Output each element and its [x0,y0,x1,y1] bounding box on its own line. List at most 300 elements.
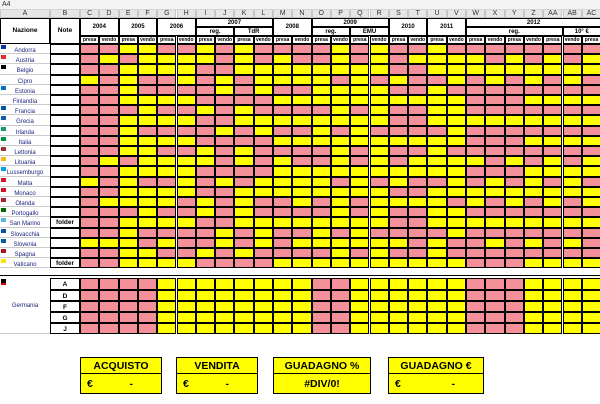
grid-cell[interactable] [427,258,446,268]
grid-cell[interactable] [427,95,446,105]
grid-cell[interactable] [80,136,99,146]
grid-cell[interactable] [215,258,234,268]
grid-cell[interactable] [196,207,215,217]
grid-cell[interactable] [370,248,389,258]
grid-cell[interactable] [80,146,99,156]
grid-cell[interactable] [157,146,176,156]
grid-cell[interactable] [427,75,446,85]
grid-cell[interactable] [254,258,273,268]
grid-cell[interactable] [370,85,389,95]
grid-cell[interactable] [485,258,504,268]
grid-cell[interactable] [466,312,485,323]
grid-cell[interactable] [80,187,99,197]
grid-cell[interactable] [138,105,157,115]
grid-cell[interactable] [350,95,369,105]
grid-cell[interactable] [524,258,543,268]
grid-cell[interactable] [119,166,138,176]
grid-cell[interactable] [119,44,138,54]
grid-cell[interactable] [408,54,427,64]
grid-cell[interactable] [350,290,369,301]
grid-cell[interactable] [524,64,543,74]
grid-cell[interactable] [563,258,582,268]
grid-cell[interactable] [254,207,273,217]
grid-cell[interactable] [99,177,118,187]
grid-cell[interactable] [119,187,138,197]
grid-cell[interactable] [157,95,176,105]
column-header[interactable]: AC [582,9,600,18]
grid-cell[interactable] [157,44,176,54]
grid-cell[interactable] [80,258,99,268]
grid-cell[interactable] [234,217,253,227]
grid-cell[interactable] [196,187,215,197]
grid-cell[interactable] [563,248,582,258]
grid-cell[interactable] [331,207,350,217]
note-cell[interactable] [50,75,80,85]
grid-cell[interactable] [563,217,582,227]
grid-cell[interactable] [350,44,369,54]
grid-cell[interactable] [177,197,196,207]
grid-cell[interactable] [370,290,389,301]
grid-cell[interactable] [427,54,446,64]
grid-cell[interactable] [312,301,331,312]
grid-cell[interactable] [427,64,446,74]
grid-cell[interactable] [466,290,485,301]
grid-cell[interactable] [234,238,253,248]
grid-cell[interactable] [80,126,99,136]
grid-cell[interactable] [505,177,524,187]
column-header[interactable]: J [215,9,234,18]
grid-cell[interactable] [466,248,485,258]
grid-cell[interactable] [427,312,446,323]
grid-cell[interactable] [119,197,138,207]
grid-cell[interactable] [427,126,446,136]
grid-cell[interactable] [138,166,157,176]
grid-cell[interactable] [99,54,118,64]
grid-cell[interactable] [196,301,215,312]
grid-cell[interactable] [234,177,253,187]
grid-cell[interactable] [234,64,253,74]
note-cell[interactable] [50,166,80,176]
grid-cell[interactable] [524,323,543,334]
column-header[interactable]: H [177,9,196,18]
grid-cell[interactable] [370,312,389,323]
grid-cell[interactable] [234,197,253,207]
grid-cell[interactable] [466,166,485,176]
grid-cell[interactable] [524,238,543,248]
grid-cell[interactable] [543,166,562,176]
grid-cell[interactable] [447,156,466,166]
grid-cell[interactable] [157,75,176,85]
grid-cell[interactable] [80,75,99,85]
grid-cell[interactable] [138,312,157,323]
grid-cell[interactable] [389,115,408,125]
grid-cell[interactable] [582,146,600,156]
grid-cell[interactable] [408,248,427,258]
grid-cell[interactable] [543,187,562,197]
grid-cell[interactable] [563,312,582,323]
grid-cell[interactable] [312,166,331,176]
grid-cell[interactable] [157,187,176,197]
mint-mark[interactable]: D [50,290,80,301]
grid-cell[interactable] [466,217,485,227]
grid-cell[interactable] [505,217,524,227]
grid-cell[interactable] [273,238,292,248]
grid-cell[interactable] [350,166,369,176]
grid-cell[interactable] [273,44,292,54]
grid-cell[interactable] [389,197,408,207]
grid-cell[interactable] [292,85,311,95]
column-header[interactable]: G [157,9,176,18]
grid-cell[interactable] [370,278,389,289]
grid-cell[interactable] [215,248,234,258]
note-cell[interactable] [50,85,80,95]
grid-cell[interactable] [196,248,215,258]
grid-cell[interactable] [157,54,176,64]
grid-cell[interactable] [408,126,427,136]
grid-cell[interactable] [543,258,562,268]
grid-cell[interactable] [99,323,118,334]
grid-cell[interactable] [524,197,543,207]
grid-cell[interactable] [99,44,118,54]
column-header[interactable]: U [427,9,446,18]
grid-cell[interactable] [99,136,118,146]
grid-cell[interactable] [254,301,273,312]
grid-cell[interactable] [138,64,157,74]
grid-cell[interactable] [234,278,253,289]
grid-cell[interactable] [350,278,369,289]
grid-cell[interactable] [234,166,253,176]
grid-cell[interactable] [215,301,234,312]
note-cell[interactable] [50,64,80,74]
grid-cell[interactable] [408,207,427,217]
grid-cell[interactable] [505,115,524,125]
grid-cell[interactable] [485,312,504,323]
column-header[interactable]: T [408,9,427,18]
grid-cell[interactable] [331,166,350,176]
grid-cell[interactable] [466,85,485,95]
grid-cell[interactable] [466,75,485,85]
grid-cell[interactable] [582,126,600,136]
grid-cell[interactable] [350,228,369,238]
grid-cell[interactable] [138,238,157,248]
grid-cell[interactable] [427,166,446,176]
grid-cell[interactable] [234,228,253,238]
grid-cell[interactable] [505,290,524,301]
grid-cell[interactable] [254,278,273,289]
grid-cell[interactable] [234,156,253,166]
grid-cell[interactable] [370,115,389,125]
grid-cell[interactable] [447,64,466,74]
grid-cell[interactable] [254,166,273,176]
grid-cell[interactable] [543,197,562,207]
grid-cell[interactable] [408,177,427,187]
grid-cell[interactable] [350,187,369,197]
grid-cell[interactable] [273,166,292,176]
grid-cell[interactable] [524,228,543,238]
grid-cell[interactable] [292,44,311,54]
grid-cell[interactable] [370,177,389,187]
grid-cell[interactable] [563,207,582,217]
grid-cell[interactable] [177,177,196,187]
grid-cell[interactable] [582,75,600,85]
grid-cell[interactable] [524,187,543,197]
grid-cell[interactable] [254,64,273,74]
column-header[interactable]: O [312,9,331,18]
grid-cell[interactable] [254,136,273,146]
grid-cell[interactable] [524,312,543,323]
grid-cell[interactable] [485,177,504,187]
grid-cell[interactable] [466,156,485,166]
grid-cell[interactable] [524,217,543,227]
grid-cell[interactable] [331,105,350,115]
grid-cell[interactable] [563,64,582,74]
grid-cell[interactable] [254,187,273,197]
grid-cell[interactable] [427,323,446,334]
grid-cell[interactable] [582,248,600,258]
grid-cell[interactable] [80,248,99,258]
grid-cell[interactable] [99,290,118,301]
column-header[interactable]: F [138,9,157,18]
grid-cell[interactable] [427,115,446,125]
grid-cell[interactable] [99,197,118,207]
grid-cell[interactable] [273,301,292,312]
grid-cell[interactable] [427,278,446,289]
grid-cell[interactable] [582,207,600,217]
column-header[interactable]: M [273,9,292,18]
grid-cell[interactable] [215,105,234,115]
grid-cell[interactable] [389,75,408,85]
grid-cell[interactable] [292,312,311,323]
column-header[interactable]: I [196,9,215,18]
grid-cell[interactable] [447,228,466,238]
grid-cell[interactable] [447,136,466,146]
grid-cell[interactable] [389,126,408,136]
grid-cell[interactable] [215,44,234,54]
note-cell[interactable] [50,136,80,146]
grid-cell[interactable] [389,156,408,166]
grid-cell[interactable] [582,105,600,115]
grid-cell[interactable] [331,323,350,334]
grid-cell[interactable] [292,177,311,187]
grid-cell[interactable] [138,301,157,312]
grid-cell[interactable] [350,197,369,207]
grid-cell[interactable] [273,248,292,258]
grid-cell[interactable] [157,85,176,95]
grid-cell[interactable] [524,207,543,217]
grid-cell[interactable] [119,136,138,146]
grid-cell[interactable] [466,146,485,156]
grid-cell[interactable] [447,75,466,85]
formula-bar[interactable] [0,0,600,10]
grid-cell[interactable] [370,301,389,312]
grid-cell[interactable] [234,44,253,54]
grid-cell[interactable] [99,228,118,238]
grid-cell[interactable] [427,85,446,95]
grid-cell[interactable] [99,278,118,289]
grid-cell[interactable] [254,85,273,95]
grid-cell[interactable] [485,136,504,146]
grid-cell[interactable] [99,115,118,125]
grid-cell[interactable] [138,44,157,54]
grid-cell[interactable] [524,278,543,289]
grid-cell[interactable] [215,207,234,217]
grid-cell[interactable] [196,166,215,176]
grid-cell[interactable] [80,177,99,187]
grid-cell[interactable] [215,115,234,125]
grid-cell[interactable] [157,217,176,227]
grid-cell[interactable] [427,44,446,54]
grid-cell[interactable] [138,258,157,268]
grid-cell[interactable] [196,64,215,74]
grid-cell[interactable] [505,64,524,74]
grid-cell[interactable] [582,85,600,95]
grid-cell[interactable] [254,115,273,125]
grid-cell[interactable] [312,197,331,207]
grid-cell[interactable] [582,54,600,64]
note-cell[interactable] [50,126,80,136]
grid-cell[interactable] [505,75,524,85]
grid-cell[interactable] [196,136,215,146]
grid-cell[interactable] [543,290,562,301]
grid-cell[interactable] [543,105,562,115]
grid-cell[interactable] [312,85,331,95]
grid-cell[interactable] [408,44,427,54]
grid-cell[interactable] [331,312,350,323]
grid-cell[interactable] [99,312,118,323]
grid-cell[interactable] [157,115,176,125]
grid-cell[interactable] [505,278,524,289]
grid-cell[interactable] [99,301,118,312]
grid-cell[interactable] [177,207,196,217]
grid-cell[interactable] [389,290,408,301]
grid-cell[interactable] [485,207,504,217]
grid-cell[interactable] [157,301,176,312]
grid-cell[interactable] [524,85,543,95]
column-header[interactable]: Q [350,9,369,18]
grid-cell[interactable] [408,156,427,166]
grid-cell[interactable] [543,238,562,248]
grid-cell[interactable] [177,301,196,312]
grid-cell[interactable] [99,95,118,105]
grid-cell[interactable] [119,54,138,64]
grid-cell[interactable] [389,312,408,323]
grid-cell[interactable] [408,228,427,238]
grid-cell[interactable] [485,197,504,207]
grid-cell[interactable] [389,301,408,312]
grid-cell[interactable] [563,197,582,207]
grid-cell[interactable] [447,177,466,187]
grid-cell[interactable] [389,95,408,105]
column-header[interactable]: V [447,9,466,18]
grid-cell[interactable] [157,238,176,248]
grid-cell[interactable] [485,301,504,312]
grid-cell[interactable] [563,156,582,166]
grid-cell[interactable] [157,64,176,74]
grid-cell[interactable] [273,278,292,289]
grid-cell[interactable] [119,177,138,187]
grid-cell[interactable] [582,166,600,176]
grid-cell[interactable] [524,177,543,187]
grid-cell[interactable] [234,301,253,312]
grid-cell[interactable] [80,166,99,176]
grid-cell[interactable] [350,312,369,323]
grid-cell[interactable] [331,126,350,136]
column-header[interactable]: R [370,9,389,18]
grid-cell[interactable] [331,228,350,238]
grid-cell[interactable] [350,75,369,85]
grid-cell[interactable] [582,156,600,166]
grid-cell[interactable] [138,323,157,334]
grid-cell[interactable] [273,64,292,74]
grid-cell[interactable] [408,166,427,176]
grid-cell[interactable] [563,187,582,197]
grid-cell[interactable] [427,105,446,115]
grid-cell[interactable] [254,290,273,301]
grid-cell[interactable] [196,323,215,334]
grid-cell[interactable] [408,115,427,125]
grid-cell[interactable] [582,238,600,248]
grid-cell[interactable] [99,64,118,74]
note-cell[interactable] [50,105,80,115]
grid-cell[interactable] [389,64,408,74]
grid-cell[interactable] [350,126,369,136]
grid-cell[interactable] [99,126,118,136]
grid-cell[interactable] [312,95,331,105]
grid-cell[interactable] [196,44,215,54]
grid-cell[interactable] [427,248,446,258]
grid-cell[interactable] [312,126,331,136]
grid-cell[interactable] [273,197,292,207]
grid-cell[interactable] [157,278,176,289]
grid-cell[interactable] [427,238,446,248]
grid-cell[interactable] [312,228,331,238]
grid-cell[interactable] [582,115,600,125]
grid-cell[interactable] [254,146,273,156]
grid-cell[interactable] [292,228,311,238]
grid-cell[interactable] [331,301,350,312]
grid-cell[interactable] [312,258,331,268]
grid-cell[interactable] [138,217,157,227]
grid-cell[interactable] [119,85,138,95]
grid-cell[interactable] [80,197,99,207]
grid-cell[interactable] [427,217,446,227]
grid-cell[interactable] [177,105,196,115]
grid-cell[interactable] [80,115,99,125]
grid-cell[interactable] [177,166,196,176]
grid-cell[interactable] [447,166,466,176]
grid-cell[interactable] [370,166,389,176]
grid-cell[interactable] [177,75,196,85]
grid-cell[interactable] [157,258,176,268]
grid-cell[interactable] [215,228,234,238]
grid-cell[interactable] [447,248,466,258]
grid-cell[interactable] [543,156,562,166]
column-header-a[interactable]: A [0,9,50,18]
grid-cell[interactable] [196,238,215,248]
grid-cell[interactable] [505,85,524,95]
grid-cell[interactable] [254,156,273,166]
grid-cell[interactable] [524,44,543,54]
grid-cell[interactable] [505,248,524,258]
grid-cell[interactable] [99,207,118,217]
grid-cell[interactable] [524,115,543,125]
grid-cell[interactable] [254,323,273,334]
grid-cell[interactable] [389,54,408,64]
grid-cell[interactable] [80,95,99,105]
grid-cell[interactable] [485,278,504,289]
grid-cell[interactable] [427,207,446,217]
grid-cell[interactable] [177,312,196,323]
